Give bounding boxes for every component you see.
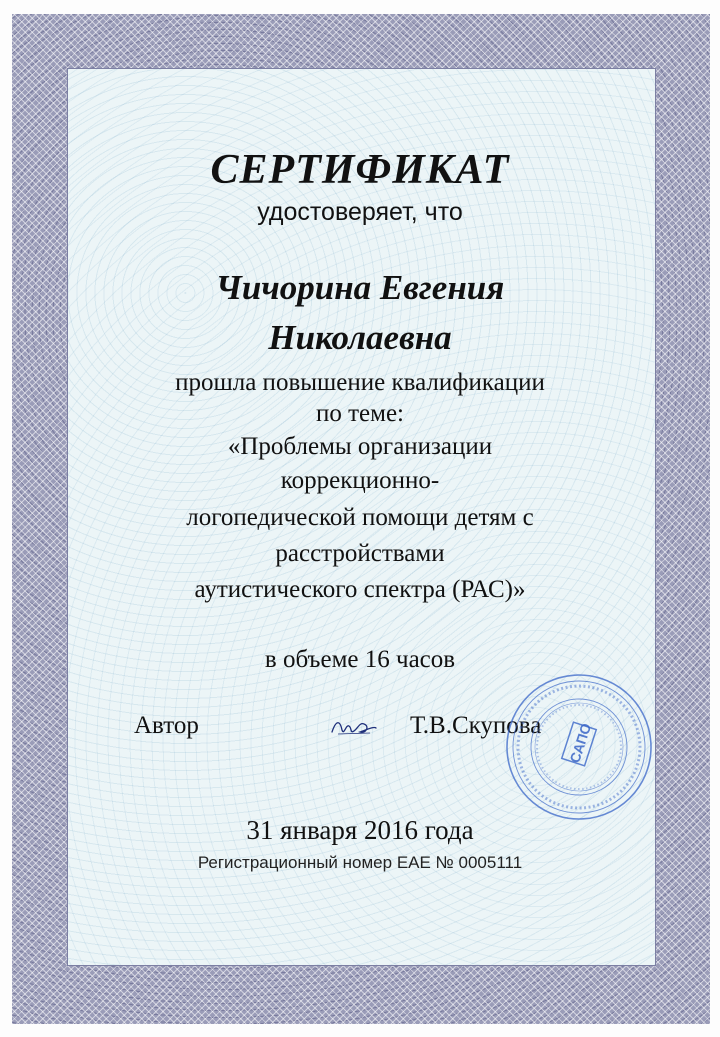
author-label: Автор xyxy=(134,712,199,739)
course-topic-line: «Проблемы организации xyxy=(227,433,493,460)
body-line: по теме: xyxy=(315,400,404,427)
course-topic-line: расстройствами xyxy=(275,540,445,567)
signature-image xyxy=(330,716,378,738)
issue-date: 31 января 2016 года xyxy=(246,815,474,845)
recipient-name-line-2: Николаевна xyxy=(268,318,452,357)
course-topic-line: логопедической помощи детям с xyxy=(186,504,534,531)
body-line: прошла повышение квалификации xyxy=(175,369,545,396)
course-volume: в объеме 16 часов xyxy=(264,646,456,673)
registration-number: Регистрационный номер ЕАЕ № 0005111 xyxy=(197,853,523,872)
certificate-subtitle: удостоверяет, что xyxy=(257,198,463,226)
recipient-name-line-1: Чичорина Евгения xyxy=(215,268,505,307)
certificate-title: СЕРТИФИКАТ xyxy=(210,147,510,193)
course-topic-line: аутистического спектра (РАС)» xyxy=(194,576,526,603)
course-topic-line: коррекционно- xyxy=(280,467,440,494)
stamp-text: САПО xyxy=(566,721,595,765)
author-name: Т.В.Скупова xyxy=(410,712,542,739)
